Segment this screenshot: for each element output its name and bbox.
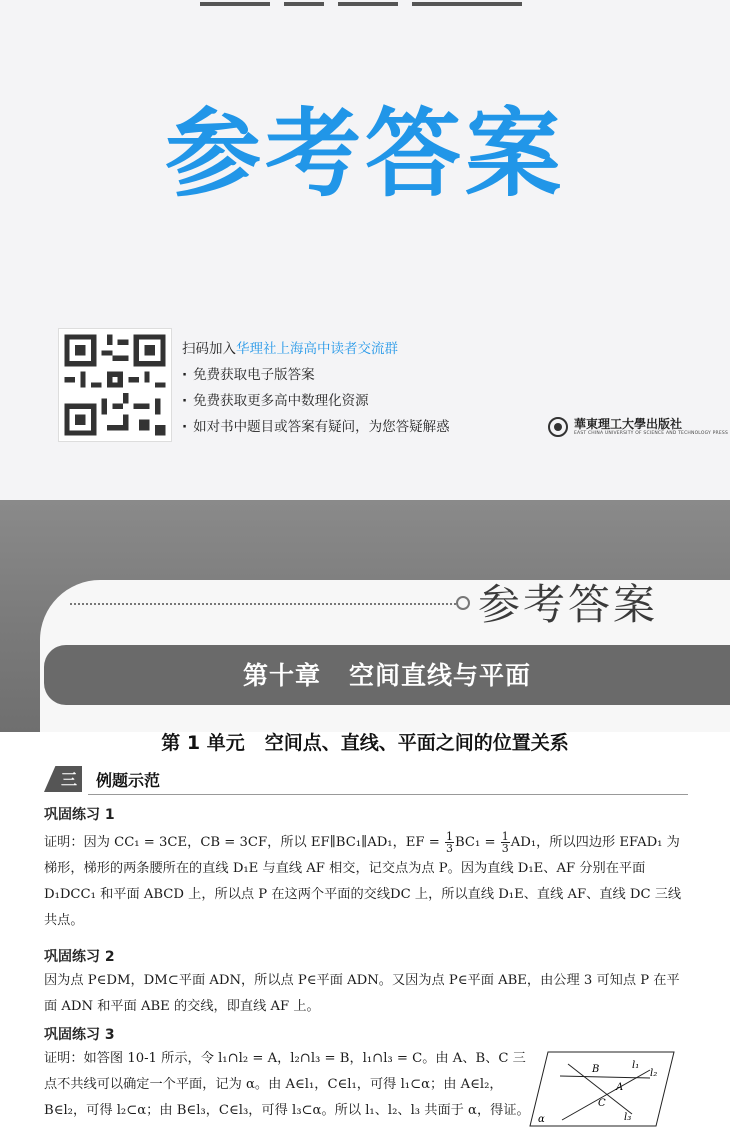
publisher-logo — [548, 415, 729, 441]
fraction-2-denominator: 3 — [501, 842, 509, 855]
exercise-2 — [44, 946, 684, 1020]
unit-title — [0, 728, 730, 755]
label-l3: l₃ — [624, 1112, 632, 1123]
fraction-1-denominator: 3 — [445, 842, 453, 855]
chapter-name: 空间直线与平面 — [349, 661, 532, 690]
exercise-1-text — [44, 830, 684, 934]
label-l1: l₁ — [632, 1060, 640, 1071]
dotted-line-decoration — [70, 603, 460, 605]
qr-code[interactable] — [58, 328, 172, 442]
section-header — [44, 764, 684, 794]
exercise-1 — [44, 804, 684, 934]
exercise-1-text-c: AD₁，所以四边形 EFAD₁ 为梯形，梯形的两条腰所在的直线 D₁E 与直线 AF 相交，记交点为点 P。因为直线 D₁E、AF 分别在平面 D₁DCC₁ 和平面 ABCD 上，所以点 P 在这两个平面的交线DC 上，所以直线 D₁E、直线 AF、直线 DC 三线共点。 — [44, 835, 682, 928]
exercise-3-text: 证明：如答图 10-1 所示，令 l₁∩l₂ = A，l₂∩l₃ = B，l₁∩l₃ = C。由 A、B、C 三点不共线可以确定一个平面，记为 α。由 A∈l₁，C∈l₁，可得 l₁⊂α；由 A∈l₂，B∈l₂，可得 l₂⊂α；由 B∈l₃，C∈l₃，可得 l₃⊂α。所以 l₁、l₂、l₃ 共面于 α，得证。 — [44, 1051, 530, 1118]
promo-bullet-3: · 如对书中题目或答案有疑问，为您答疑解惑 — [182, 414, 450, 440]
fraction-2-numerator: 1 — [501, 830, 509, 843]
section-title: 例题示范 — [96, 771, 161, 790]
top-strip-cropped-text — [200, 0, 630, 12]
section-rule — [88, 794, 688, 795]
promo-bullet-2: · 免费获取更多高中数理化资源 — [182, 388, 450, 414]
promo-block — [182, 336, 450, 440]
unit-name: 空间点、直线、平面之间的位置关系 — [264, 732, 569, 754]
promo-line-1 — [182, 336, 450, 362]
exercise-1-text-b: BC₁ = — [454, 835, 500, 850]
cover-title: 参考答案 — [165, 98, 565, 210]
label-alpha: α — [538, 1114, 545, 1125]
label-B: B — [592, 1064, 600, 1075]
circle-decoration-icon — [456, 596, 470, 610]
promo-prefix: 扫码加入 — [182, 341, 236, 357]
publisher-seal-icon — [548, 417, 568, 437]
label-A: A — [616, 1082, 624, 1093]
promo-group-link[interactable]: 华理社上海高中读者交流群 — [236, 341, 398, 357]
exercise-3-heading: 巩固练习 3 — [44, 1027, 115, 1043]
exercise-3 — [44, 1024, 530, 1124]
plane-lines-diagram — [528, 1048, 678, 1130]
exercise-2-text: 因为点 P∈DM，DM⊂平面 ADN，所以点 P∈平面 ADN。又因为点 P∈平面 ABE，由公理 3 可知点 P 在平面 ADN 和平面 ABE 的交线，即直线 AF 上。 — [44, 973, 680, 1014]
publisher-name-en: EAST CHINA UNIVERSITY OF SCIENCE AND TECHNOLOGY PRESS — [574, 431, 729, 436]
chapter-title — [44, 656, 730, 692]
publisher-name: 華東理工大學出版社 — [574, 417, 683, 431]
fraction-2 — [501, 831, 510, 854]
plane-alpha-outline — [530, 1052, 674, 1126]
cover-section — [0, 0, 730, 500]
exercise-1-heading: 巩固练习 1 — [44, 807, 115, 823]
label-l2: l₂ — [650, 1068, 658, 1079]
exercise-1-text-a: 证明：因为 CC₁ = 3CE，CB = 3CF，所以 EF∥BC₁∥AD₁，EF = — [44, 835, 444, 850]
unit-number: 第 1 单元 — [161, 732, 245, 754]
promo-bullet-1: · 免费获取电子版答案 — [182, 362, 450, 388]
fraction-1-numerator: 1 — [445, 830, 453, 843]
chapter-number: 第十章 — [242, 661, 321, 690]
exercise-2-heading: 巩固练习 2 — [44, 949, 115, 965]
label-C: C — [598, 1098, 606, 1109]
answer-label: 参考答案 — [478, 580, 659, 629]
fraction-1 — [445, 831, 454, 854]
section-mark-text: 三 — [60, 770, 77, 789]
